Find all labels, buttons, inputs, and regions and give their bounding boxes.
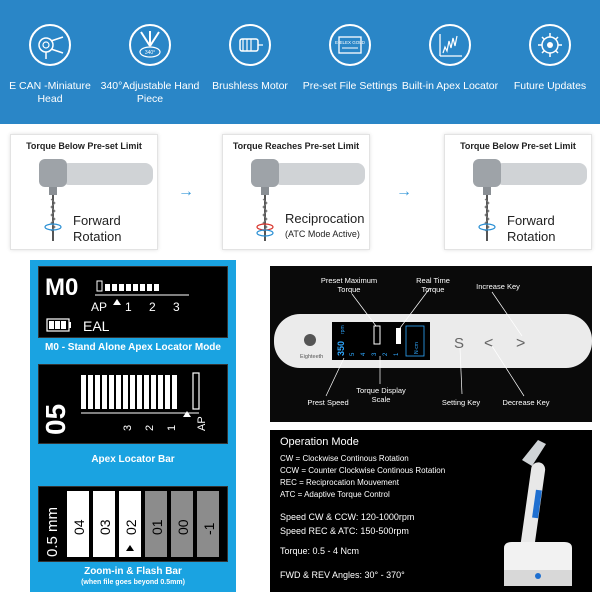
flow-arrow-icon: → [178, 183, 194, 200]
handpiece-display-panel [270, 266, 592, 422]
operation-mode-panel [270, 430, 592, 592]
operation-spec: FWD & REV Angles: 30° - 370° [280, 570, 405, 580]
svg-text:1: 1 [394, 352, 400, 356]
miniature-head-icon [29, 24, 71, 66]
feature-future-updates [500, 0, 600, 124]
brushless-motor-icon [229, 24, 271, 66]
flow-card-reciprocation [222, 134, 370, 250]
feature-brushless-motor [200, 0, 300, 124]
lcd-zoom-bar-display [38, 486, 228, 562]
flow-card-title: Torque Reaches Pre-set Limit [232, 141, 360, 151]
feature-label: Future Updates [513, 80, 587, 92]
flow-card-title: Torque Below Pre-set Limit [460, 141, 576, 151]
flow-line-1: Reciprocation [285, 211, 365, 226]
operation-def: CCW = Counter Clockwise Continous Rotation [280, 466, 446, 475]
real-time-torque-bar [396, 328, 401, 344]
flow-line-1: Forward [507, 213, 555, 228]
brand-label: Eighteeth [300, 354, 324, 360]
svg-text:-1: -1 [201, 522, 217, 535]
svg-text:1: 1 [125, 300, 132, 314]
apex-locator-icon [429, 24, 471, 66]
callout-preset-speed: Prest Speed [307, 398, 349, 407]
lcd-ap-label: AP [91, 300, 108, 314]
flow-card-forward-1 [10, 134, 158, 250]
callout-setting-key: Setting Key [441, 398, 481, 407]
lcd-modes-panel [30, 260, 236, 592]
charger-logo-icon [535, 573, 541, 579]
flow-arrow-icon: → [396, 183, 412, 200]
device-charger-illustration [482, 430, 592, 592]
feature-label: Built-in Apex Locator [401, 80, 499, 92]
svg-text:04: 04 [71, 519, 87, 535]
callout-torque-scale: Torque Display Scale [356, 386, 406, 404]
svg-text:2: 2 [149, 300, 156, 314]
svg-text:3: 3 [372, 352, 378, 356]
lcd-eal-label: EAL [83, 318, 110, 334]
feature-apex-locator [400, 0, 500, 124]
file-settings-badge: E-ELEX GOLD [334, 40, 366, 45]
apex-pointer-icon [113, 299, 121, 305]
adjustable-badge: 340° [144, 50, 156, 56]
flow-line-2: Rotation [73, 229, 122, 244]
svg-text:4: 4 [361, 352, 367, 356]
speed-unit: rpm [340, 325, 346, 334]
speed-value: 350 [336, 340, 346, 356]
svg-text:AP: AP [196, 416, 208, 431]
flow-card-forward-2 [444, 134, 592, 250]
lcd-m0-display [38, 266, 228, 338]
operation-def: ATC = Adaptive Torque Control [280, 490, 390, 499]
feature-adjustable-handpiece [100, 0, 200, 124]
svg-text:1: 1 [166, 424, 178, 431]
lcd-apex-bar-display [38, 364, 228, 444]
lcd-zoom-bar-caption: Zoom-in & Flash Bar [84, 566, 182, 577]
svg-text:01: 01 [149, 519, 165, 535]
torque-unit: N·cm [414, 342, 420, 354]
apex-bar-segments [81, 375, 177, 409]
lcd-m0-caption: M0 - Stand Alone Apex Locator Mode [45, 342, 221, 353]
callout-decrease-key: Decrease Key [502, 398, 550, 407]
apex-segments [105, 284, 159, 291]
feature-label: Pre-set File Settings [302, 80, 398, 92]
future-updates-icon [529, 24, 571, 66]
flow-line-1: Forward [73, 213, 121, 228]
callout-preset-max-torque: Preset Maximum Torque [320, 276, 378, 294]
feature-file-settings [300, 0, 400, 124]
operation-title: Operation Mode [280, 436, 359, 448]
adjustable-handpiece-icon [129, 24, 171, 66]
callout-increase-key: Increase Key [476, 282, 520, 291]
feature-miniature-head [0, 0, 100, 124]
setting-key: S [454, 335, 465, 352]
lcd-mode-text: M0 [45, 274, 79, 301]
apex-pointer-icon [183, 411, 191, 417]
operation-spec: Torque: 0.5 - 4 Ncm [280, 546, 360, 556]
svg-text:2: 2 [383, 352, 389, 356]
svg-text:03: 03 [97, 519, 113, 535]
lcd-apex-bar-caption: Apex Locator Bar [91, 454, 175, 465]
flow-card-title: Torque Below Pre-set Limit [26, 141, 142, 151]
svg-text:3: 3 [122, 424, 134, 431]
flow-line-2: Rotation [507, 229, 556, 244]
feature-label: 340°Adjustable Hand Piece [100, 80, 200, 105]
operation-spec: Speed REC & ATC: 150-500rpm [280, 526, 409, 536]
operation-def: REC = Reciprocation Mouvement [280, 478, 399, 487]
svg-text:00: 00 [175, 519, 191, 535]
svg-text:02: 02 [123, 519, 139, 535]
battery-icon [47, 319, 71, 331]
lcd-apex-reading: 05 [40, 403, 71, 435]
svg-text:5: 5 [350, 352, 356, 356]
feature-label: Brushless Motor [212, 80, 288, 92]
operation-spec: Speed CW & CCW: 120-1000rpm [280, 512, 415, 522]
svg-text:3: 3 [173, 300, 180, 314]
svg-text:2: 2 [144, 424, 156, 431]
increase-key: > [516, 335, 526, 352]
operation-def: CW = Clockwise Continous Rotation [280, 454, 409, 463]
lcd-zoom-bar-note: (when file goes beyond 0.5mm) [81, 579, 185, 586]
feature-banner [0, 0, 600, 124]
lcd-zoom-unit: 0.5 mm [44, 506, 61, 557]
flow-sub: (ATC Mode Active) [285, 229, 360, 239]
decrease-key: < [484, 335, 494, 352]
brand-logo-icon [304, 334, 316, 346]
callout-real-time-torque: Real Time Torque [416, 276, 450, 294]
feature-label: E CAN -Miniature Head [9, 80, 91, 105]
file-settings-icon [329, 24, 371, 66]
